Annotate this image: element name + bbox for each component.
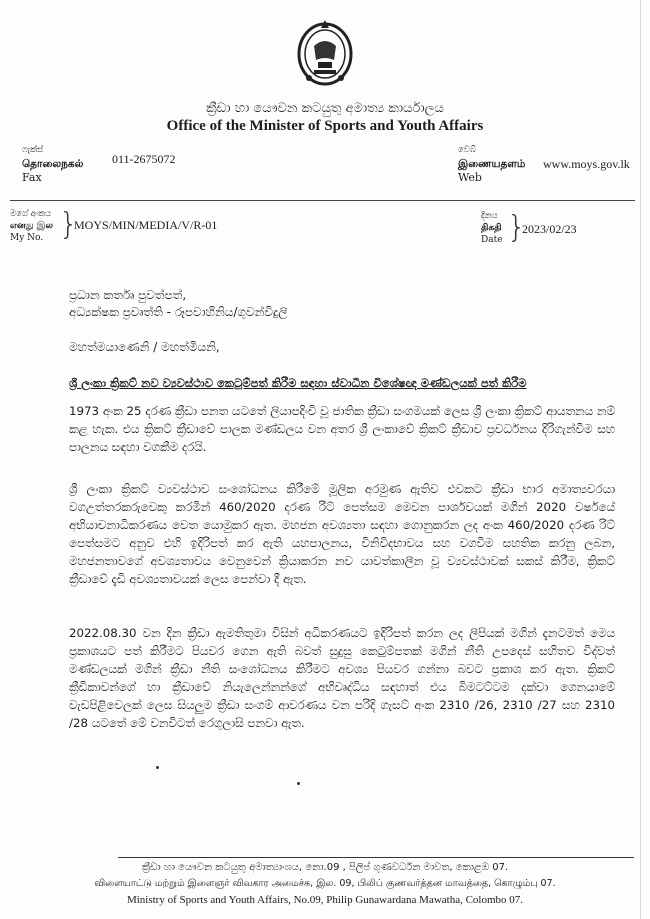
date-label-sinhala: දිනය xyxy=(481,211,498,221)
paragraph-1: 1973 අංක 25 දරණ ක්‍රීඩා පනත යටතේ ලියාපදිංචි වූ ජාතික ක්‍රීඩා සංගමයක් ලෙස ශ්‍රී ලංකා ක්‍රිකට් ආයතනය නම් කළ හැක. එය ක්‍රිකට් ක්‍රීඩාවේ පාලක මණ්ඩලය වන අතර ශ්‍රී ලංකාවේ ක්‍රිකට් ක්‍රීඩාව ප්‍රවර්ධනය දිරිගැන්වීම සහ පාලනය සඳහා වගකීම දරයි. xyxy=(69,404,615,454)
state-emblem-icon xyxy=(294,16,356,90)
reference-labels xyxy=(10,208,53,244)
fax-label-tamil: தொலைநகல் xyxy=(22,158,84,170)
fax-number: 011-2675072 xyxy=(112,152,176,166)
page-edge-line xyxy=(640,0,641,919)
ref-brace: } xyxy=(59,207,79,242)
salutation: මහත්මයාණෙනි / මහත්මියනි, xyxy=(69,340,220,354)
fax-block xyxy=(22,143,83,185)
web-label-tamil: இணையதளம் xyxy=(458,158,526,170)
subject-line: ශ්‍රී ලංකා ක්‍රිකට් නව ව්‍යවස්ථාව කෙටුම්පත් කිරීම සඳහා ස්වාධීන විශේෂඥ මණ්ඩලයක් පත් කිරීම xyxy=(69,376,527,390)
ref-label-tamil: எனது இல xyxy=(10,221,53,231)
stray-mark xyxy=(156,766,159,769)
footer-address-sinhala: ක්‍රීඩා හා යෞවන කටයුතු අමාත්‍යාංශය, නො.09 , පිලිප් ගුණවර්ධන මාවත, කොළඹ 07. xyxy=(141,862,509,873)
letter-date: 2023/02/23 xyxy=(522,222,577,236)
addressee-line-2: අධ්‍යක්ෂක ප්‍රවෘත්ති - රූපවාහිනිය/ගුවන්විදුලි xyxy=(69,305,288,319)
footer-divider xyxy=(118,857,634,858)
date-labels xyxy=(481,210,503,246)
ref-label-sinhala: මගේ අංකය xyxy=(10,209,52,219)
office-name-sinhala: ක්‍රීඩා හා යෞවන කටයුතු අමාත්‍ය කාර්යාලය xyxy=(206,101,444,116)
paragraph-3: 2022.08.30 වන දින ක්‍රීඩා ඇමතිතුමා විසින් අධිකරණයට ඉදිරිපත් කරන ලද ලිපියක් මගින් දැනටමත් මෙය ප්‍රකාශයට පත් කිරීමට පියවර ගෙන ඇති බවත් සුදුසු කෙටුම්පතක් මගින් නීති උපදෙස් සහිතව විද්වත් මණ්ඩලයක් මගින් ක්‍රීඩා නීති සංශෝධනය කිරීමට අවශ්‍ය පියවර ගන්නා බවට ප්‍රකාශ කර ඇත. ක්‍රිකට් ක්‍රීඩිකාවන්ගේ හා ක්‍රීඩාවේ නියැලෙන්නන්ගේ අභිවෘද්ධිය සඳහාත් එය බිමටට්ටම දක්වා ගෙනයාමේ වැඩපිළිවෙලක් ලෙස සියලුම ක්‍රීඩා සංගම් ආවරණය වන පරිදි ගැසට් අංක 2310 /26, 2310 /27 සහ 2310 /28 යටතේ මේ වනවිටත් රෙගුලාසි පනවා ඇත. xyxy=(69,626,615,730)
reference-number: MOYS/MIN/MEDIA/V/R-01 xyxy=(74,218,218,232)
footer-address-english: Ministry of Sports and Youth Affairs, No.09, Philip Gunawardana Mawatha, Colombo 07. xyxy=(126,894,524,906)
footer-address-tamil: விளையாட்டு மற்றும் இளைஞர் விவகார அமைச்சு, இல. 09, பிலிப் குணவர்த்தன மாவத்தை, கொழும்பு 07. xyxy=(94,878,556,889)
web-label-english: Web xyxy=(458,171,482,184)
web-block xyxy=(458,143,525,185)
web-label-sinhala: වෙබ් xyxy=(458,145,476,155)
addressee-line-1: ප්‍රධාන කර්තෘ පුවත්පත්, xyxy=(69,288,187,302)
fax-label-sinhala: ෆැක්ස් xyxy=(22,145,44,155)
header-divider xyxy=(10,200,635,201)
date-label-tamil: திகதி xyxy=(481,223,502,233)
paragraph-2: ශ්‍රී ලංකා ක්‍රිකට් ව්‍යවස්ථාව සංශෝධනය කිරීමේ මූලික අරමුණ ඇතිව එවකට ක්‍රීඩා භාර අමාත්‍යවරයා වගඋත්තරකරුවෙකු කරමින් 460/2020 දරණ රිට් පෙත්සම මෙවන පාර්ශවයක් මගින් 2020 වර්ෂයේ අභියාචනාධිකරණය වෙත යොමුකර ඇත. මහජන අවශ්‍යතා සඳහා ගොනුකරන ලද අංක 460/2020 දරණ රිට් පෙත්සමට අනුව එහි ඉදිරිපත් කර ඇති යහපාලනය, විනිවිදභාවය සහ වගවීම සහතික කරනු ලබන, මහජනතාවගේ අවශ්‍යතාවය වෙනුවෙන් ක්‍රියාකරන නව යාවත්කාලීන වූ ව්‍යවස්ථාවක් සකස් කිරීම, ක්‍රිකට් ක්‍රීඩාවේ දැඩි අවශ්‍යතාවයක් ලෙස පෙන්වා දී ඇත. xyxy=(69,482,615,586)
ref-label-english: My No. xyxy=(10,233,44,243)
stray-mark xyxy=(297,782,300,785)
date-brace: } xyxy=(507,210,527,245)
web-url: www.moys.gov.lk xyxy=(543,157,630,171)
date-label-english: Date xyxy=(481,235,503,245)
fax-label-english: Fax xyxy=(22,171,42,184)
office-name-english: Office of the Minister of Sports and Youth Affairs xyxy=(166,118,484,134)
